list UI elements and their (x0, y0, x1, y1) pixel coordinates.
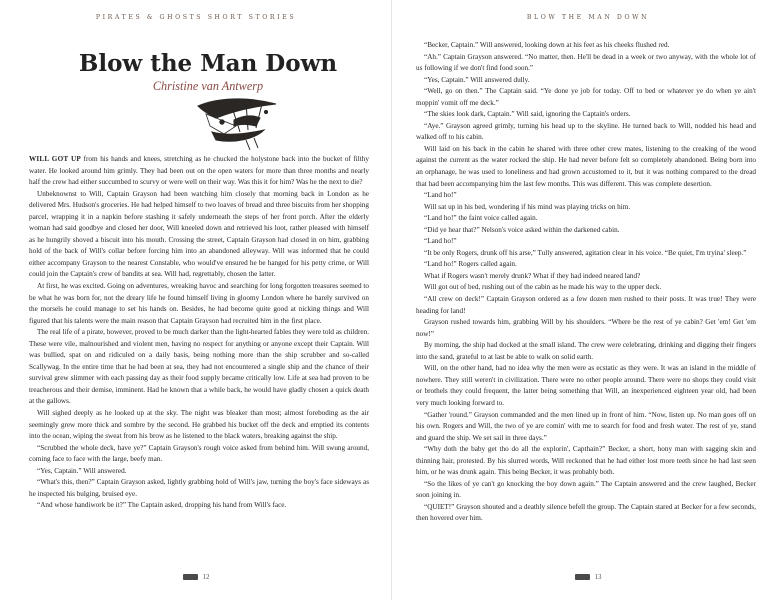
paragraph: “Land ho!” the faint voice called again. (424, 214, 538, 223)
paragraph: What if Rogers wasn't merely drunk? What if they had indeed neared land? (424, 271, 641, 280)
paragraph: Will got out of bed, rushing out of the cabin as he made his way to the upper deck. (424, 283, 662, 292)
story-author: Christine van Antwerp (152, 79, 264, 93)
ship-ornament-icon (176, 96, 296, 152)
paragraph: “Scrubbed the whole deck, have ye?” Captain Grayson's rough voice asked from behind him. Will swung around, coming face to face with the large, beefy man. (29, 443, 369, 464)
paragraph: Will laid on his back in the cabin he shared with three other crew mates, listening to the creaking of the wood against the current as the water rocked the ship. He had never before felt so completely abandoned. Being born into an orphanage, he was used to loneliness and had grown accustomed to it, but it was nothing compared to the dread that had been accompanying him the last few months. This was different. This was complete desertion. (416, 144, 756, 188)
page-number-left: 12 (0, 573, 392, 581)
paragraph: Will sat up in his bed, wondering if his mind was playing tricks on him. (424, 202, 631, 211)
paragraph: “Becker, Captain.” Will answered, looking down at his feet as his cheeks flushed red. (424, 41, 670, 49)
paragraph: “What's this, then?” Captain Grayson asked, lightly grabbing hold of Will's jaw, turning the boy's face sideways as he inspected his bulging, bruised eye. (29, 478, 369, 498)
paragraph: Will sighed deeply as he looked up at the sky. The night was bleaker than most; almost foreboding as the air seemingly grew more thick and sombre by the second. He grabbed his bucket off the deck and emptied its contents into the ocean, wiping the sweat from his brow as he listened to the black waters, breaking against the ship. (29, 409, 369, 441)
lead-in: WILL GOT UP (29, 155, 82, 163)
running-head-right: BLOW THE MAN DOWN (526, 14, 650, 21)
paragraph: “Well, go on then.” The Captain said. “Ye done ye job for today. Off to bed or whatever ye do when ye ain't moppin' vomit off me deck.” (416, 87, 756, 107)
paragraph: Will, on the other hand, had no idea why the men were as ecstatic as they were. It was an island in the middle of nowhere. They still weren't in civilization. There were no other people around. There were no shops they could visit or brothels they could frequent, the latter being something that Will, an inexperienced eighteen year old, had been very much looking forward to. (416, 364, 756, 407)
right-page (392, 0, 784, 600)
paragraph: “All crew on deck!” Captain Grayson ordered as a few dozen men rushed to their posts. It was true! They were heading for land! (416, 295, 756, 315)
ship-icon (183, 574, 198, 580)
story-title: Blow the Man Down (78, 50, 338, 77)
paragraph: “Yes, Captain.” Will answered dully. (424, 75, 530, 84)
running-head-left: PIRATES & GHOSTS SHORT STORIES (95, 14, 297, 21)
paragraph: “Gather 'round.” Grayson commanded and the men lined up in front of him. “Now, listen up. No man goes off on his own. Rogers and Will, the two of ye are comin' with me to search for food and fresh water. The rest of ye, stand and guard the ship. We set sail in three days.” (416, 410, 756, 442)
right-body-text (416, 40, 756, 525)
paragraph: “And whose handiwork be it?” The Captain asked, dropping his hand from Will's face. (37, 501, 287, 510)
paragraph: “Why doth the baby get tho do all the explorin', Capthain?” Becker, a short, hony man with sagging skin and thinning hair, protested. By his slurred words, Will reckoned that he had either lost more teeth since he had last seen him, or he was drunk again. This being Becker, it was probably both. (416, 445, 756, 477)
paragraph: “QUIET!” Grayson shouted and a deathly silence befell the group. The Captain stared at Becker for a few seconds, then hovered over him. (416, 502, 756, 523)
paragraph: “Land ho!” (424, 191, 457, 200)
paragraph: “Land ho!” Rogers called again. (424, 260, 517, 269)
paragraph: “Did ye hear that?” Nelson's voice asked within the darkened cabin. (424, 225, 620, 234)
paragraph: WILL GOT UP from his hands and knees, stretching as he chucked the holystone back into the bucket of filthy water. He looked around him grimly. They had been out on the open waters for more than three months and nearly half the crew had either succumbed to scurvy or were well on their way. Was this it for him? Was he the next to die? (29, 155, 369, 187)
paragraph: “Yes, Captain.” Will answered. (37, 466, 127, 475)
page-number-right: 13 (392, 573, 784, 581)
paragraph: Unbeknownst to Will, Captain Grayson had been watching him closely that morning back in London as he delivered Mrs. Hudson's groceries. He had helped himself to two loaves of bread and three biscuits from her shopping parcel, wrapping it in a napkin before stashing it safely underneath the steps of her front porch. After the elderly woman had said goodbye and closed her door, Will kneeled down and retrieved his loot, rather pleased with himself as he hungrily shoved a biscuit into his mouth. Crossing the street, Captain Grayson had closed in on him, grabbing hold of the back of Will's collar before forcing him into an abandoned alleyway. Will was informed that he could either accompany Grayson to the nearest Constable, who would've ensured he be hanged for his petty crime, or Will could join the Captain's crew of bandits at sea. Will had, regrettably, chosen the latter. (29, 189, 369, 279)
paragraph: Grayson rushed towards him, grabbing Will by his shoulders. “Where be the rest of ye cabin? Get 'em! Get 'em now!” (416, 318, 756, 338)
paragraph: “Land ho!” (424, 237, 457, 246)
paragraph: At first, he was excited. Going on adventures, wreaking havoc and searching for long forgotten treasures seemed to be what he was born for, not the dreary life he found himself living in gloomy London where he barely survived on the morsels he could manage to set his hands on. Besides, he had become quite good at nicking things and Will figured that his talents were the main reason that Captain Grayson had recruited him in the first place. (29, 282, 369, 325)
paragraph: “It be only Rogers, drunk off his arse,” Tully answered, agitation clear in his voice. “Be quiet, I'm tryina' sleep.” (424, 248, 747, 257)
paragraph: The real life of a pirate, however, proved to be much darker than the light-hearted fables they were told as children. These were vile, malnourished and violent men, having no respect for anything or anyone except their Captain. Will was bullied, spat on and ridiculed on a daily basis, being nothing more than the ship scrubber and so-called Scallywag. In the entire time that he had been at sea, they had not encountered a single ship and the chance of their survival grew slimmer with each passing day as their food supply became critically low. Life at sea had proven to be treacherous and their demise, imminent. Had he known that a while back, he would have gladly chosen a quick death at the gallows. (29, 328, 369, 406)
paragraph: “The skies look dark, Captain.” Will said, ignoring the Captain's orders. (424, 110, 631, 119)
left-body-text (29, 154, 369, 512)
ship-icon (575, 574, 590, 580)
paragraph: “Ah.” Captain Grayson answered. “No matter, then. He'll be dead in a week or two anyway, with the whole lot of us following if we don't find food soon.” (416, 52, 756, 73)
paragraph: “Aye.” Grayson agreed grimly, turning his head up to the skyline. He turned back to Will, nodded his head and walked off to his cabin. (416, 121, 756, 142)
paragraph: By morning, the ship had docked at the small island. The crew were celebrating, drinking and digging their fingers into the sand, grateful to at last be able to walk on solid earth. (416, 341, 756, 361)
paragraph: “So the likes of ye can't go knocking the boy down again.” The Captain answered and the crew laughed, Becker soon joining in. (416, 479, 756, 500)
